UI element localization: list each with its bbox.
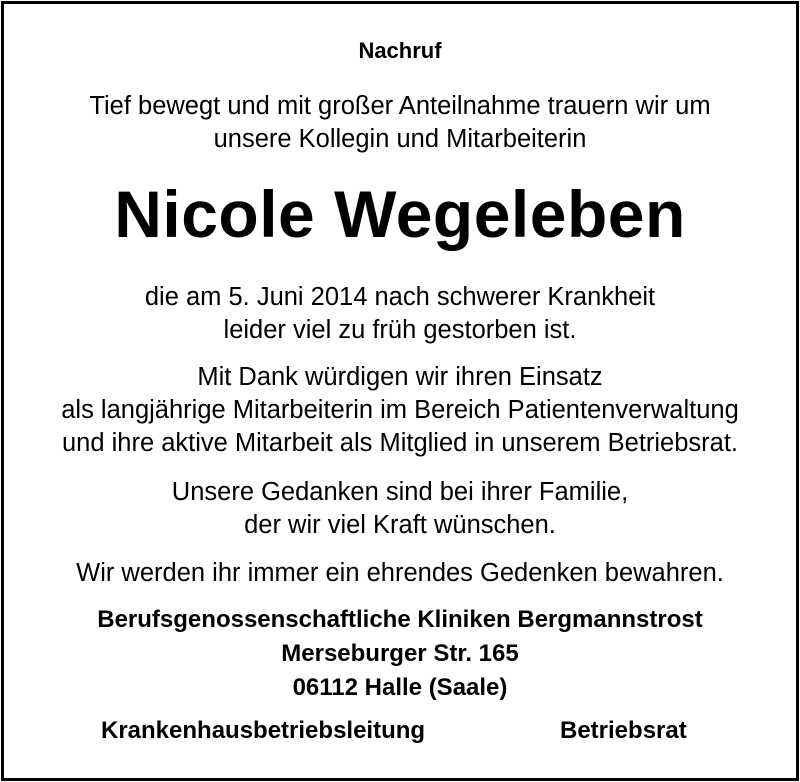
organization-name: Berufsgenossenschaftliche Kliniken Bergmannstrost <box>97 606 703 633</box>
death-line-2: leider viel zu früh gestorben ist. <box>223 316 577 344</box>
organization-city: 06112 Halle (Saale) <box>292 674 508 701</box>
organization-street: Merseburger Str. 165 <box>281 640 519 667</box>
signatory-management: Krankenhausbetriebsleitung <box>101 717 426 744</box>
signatory-works-council: Betriebsrat <box>560 717 687 744</box>
notice-heading: Nachruf <box>358 38 442 63</box>
obituary-notice <box>1 1 799 781</box>
tribute-line-2: als langjährige Mitarbeiterin im Bereich Patientenverwaltung <box>61 396 739 424</box>
intro-line-2: unsere Kollegin und Mitarbeiterin <box>213 125 587 153</box>
closing-line: Wir werden ihr immer ein ehrendes Gedenken bewahren. <box>76 559 724 587</box>
intro-line-1: Tief bewegt und mit großer Anteilnahme trauern wir um <box>89 92 711 120</box>
tribute-line-3: und ihre aktive Mitarbeit als Mitglied in unserem Betriebsrat. <box>61 429 739 457</box>
thoughts-line-2: der wir viel Kraft wünschen. <box>244 511 556 539</box>
tribute-line-1: Mit Dank würdigen wir ihren Einsatz <box>197 363 603 391</box>
death-line-1: die am 5. Juni 2014 nach schwerer Krankheit <box>144 283 656 311</box>
deceased-name: Nicole Wegeleben <box>114 177 686 251</box>
thoughts-line-1: Unsere Gedanken sind bei ihrer Familie, <box>171 478 629 506</box>
